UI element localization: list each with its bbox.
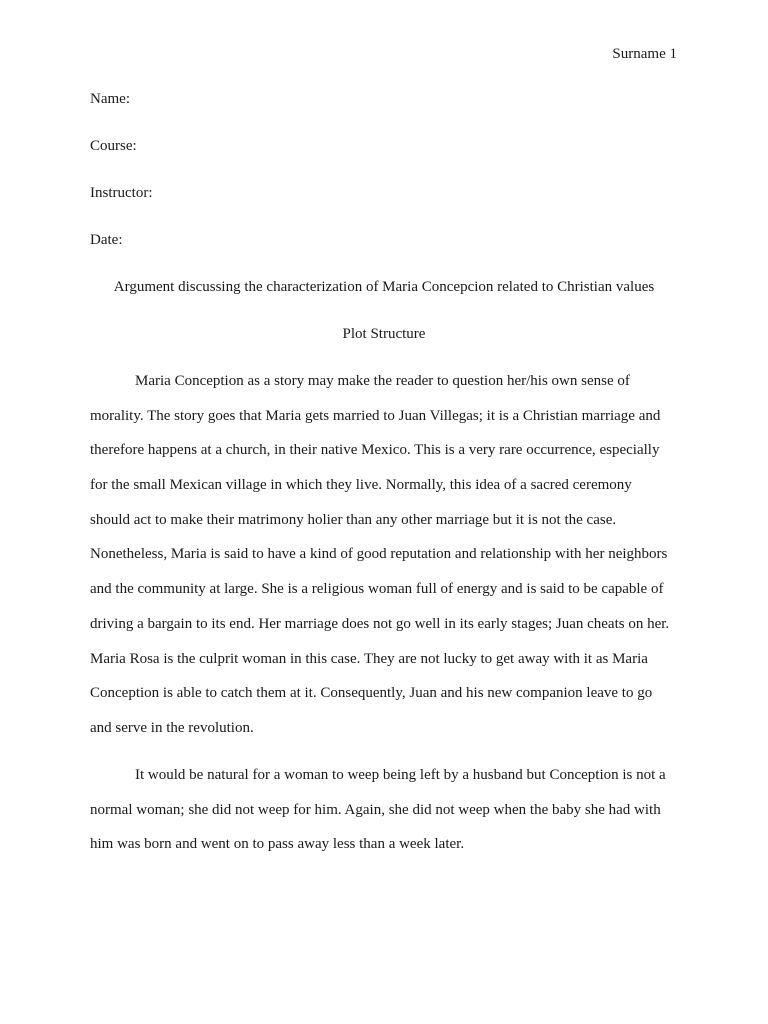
essay-title: Argument discussing the characterization of Maria Concepcion related to Christian values: [113, 279, 655, 295]
paragraph-line: normal woman; she did not weep for him. Again, she did not weep when the baby she had with: [90, 801, 661, 818]
name-field-label: Name:: [90, 91, 130, 107]
paragraph-line: Conception is able to catch them at it. Consequently, Juan and his new companion leave to go: [90, 685, 653, 702]
course-field-label: Course:: [90, 138, 137, 154]
paragraph-line: for the small Mexican village in which they live. Normally, this idea of a sacred ceremony: [90, 477, 632, 494]
paragraph-line: and serve in the revolution.: [90, 719, 254, 736]
paragraph-line: him was born and went on to pass away less than a week later.: [90, 836, 465, 853]
paragraph-line: therefore happens at a church, in their native Mexico. This is a very rare occurrence, especially: [90, 442, 660, 459]
paragraph-line: Nonetheless, Maria is said to have a kind of good reputation and relationship with her neighbors: [90, 546, 668, 563]
paragraph-line: driving a bargain to its end. Her marriage does not go well in its early stages; Juan cheats on her.: [90, 615, 670, 632]
date-field-label: Date:: [90, 232, 123, 248]
section-heading: Plot Structure: [342, 326, 426, 342]
instructor-field-label: Instructor:: [90, 185, 153, 201]
paragraph-1: [90, 372, 690, 754]
paragraph-line: should act to make their matrimony holier than any other marriage but it is not the case.: [90, 511, 617, 528]
paragraph-line: Maria Conception as a story may make the reader to question her/his own sense of: [135, 373, 630, 389]
paragraph-line: Maria Rosa is the culprit woman in this case. They are not lucky to get away with it as Maria: [90, 650, 648, 667]
paragraph-line: morality. The story goes that Maria gets married to Juan Villegas; it is a Christian marriage and: [90, 407, 661, 424]
paragraph-line: It would be natural for a woman to weep being left by a husband but Conception is not a: [135, 767, 666, 783]
paragraph-2: [90, 766, 690, 870]
paragraph-line: and the community at large. She is a religious woman full of energy and is said to be capable of: [90, 581, 664, 598]
page-header-surname: Surname 1: [612, 46, 677, 62]
